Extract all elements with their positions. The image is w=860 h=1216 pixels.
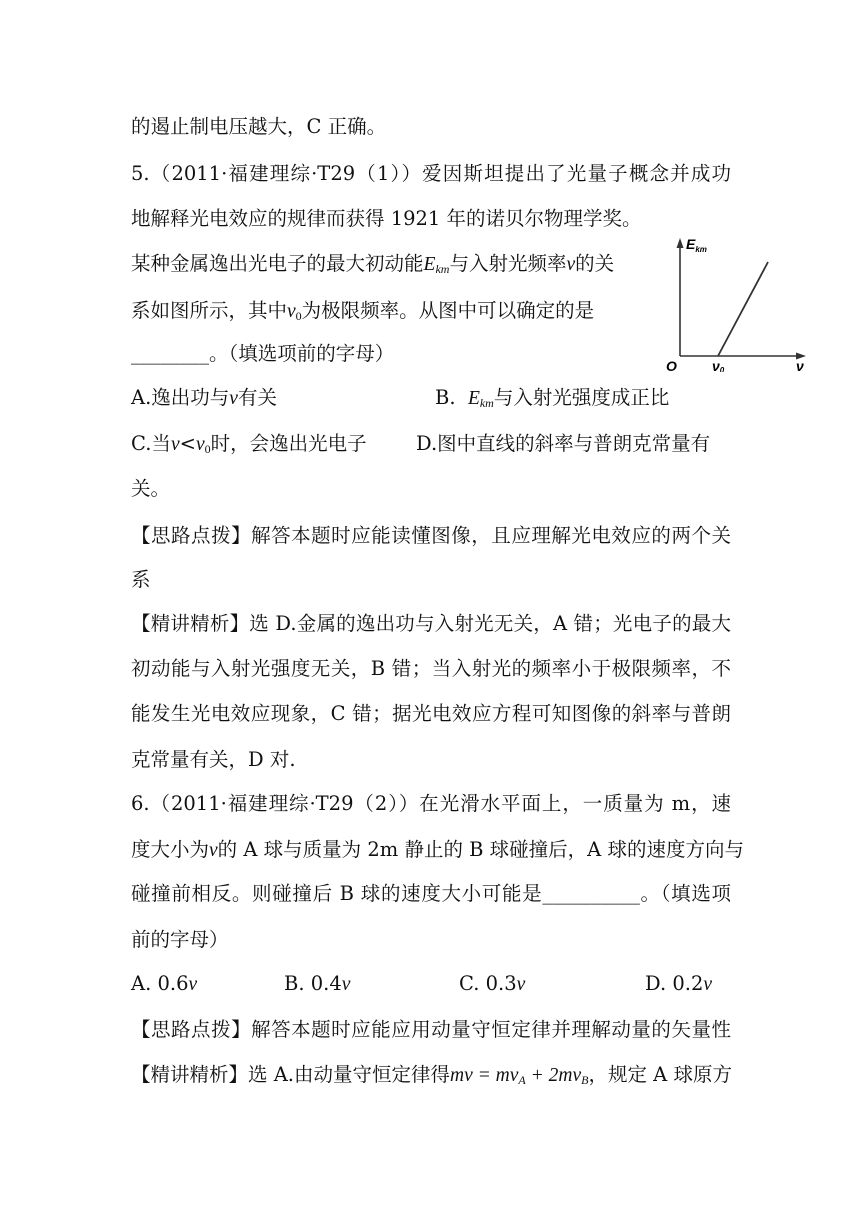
analysis-line: 克常量有关，D 对. [131, 748, 296, 771]
text-line: 度大小为v的 A 球与质量为 2m 静止的 B 球碰撞后，A 球的速度方向与 [131, 838, 744, 861]
y-axis-arrow [677, 238, 684, 248]
origin-label: O [666, 358, 677, 372]
text-line: 的遏止制电压越大，C 正确。 [131, 115, 387, 138]
photoelectric-graph [662, 232, 808, 372]
option-a: A. 0.6v [131, 972, 198, 995]
text-line: 地解释光电效应的规律而获得 1921 年的诺贝尔物理学奖。 [131, 207, 642, 230]
threshold-label: ν0 [712, 358, 725, 372]
option-a: A.逸出功与ν有关 [131, 386, 277, 409]
hint-line: 【思路点拨】解答本题时应能读懂图像，且应理解光电效应的两个关 [131, 524, 731, 547]
text-line: 前的字母） [131, 928, 229, 951]
text-line: 系如图所示，其中$\nu_0$为极限频率。从图中可以确定的是 [131, 299, 595, 323]
analysis-line: 能发生光电效应现象，C 错；据光电效应方程可知图像的斜率与普朗 [131, 702, 731, 725]
text-line: 某种金属逸出光电子的最大初动能$E_{km}$与入射光频率ν的关 [131, 252, 615, 276]
question-5-heading: 5.（2011·福建理综·T29（1））爱因斯坦提出了光量子概念并成功 [131, 162, 731, 185]
option-d: D. 0.2v [645, 972, 713, 995]
option-c: C. 0.3v [459, 972, 526, 995]
text-line: 碰撞前相反。则碰撞后 B 球的速度大小可能是__________。（填选项 [131, 882, 731, 905]
analysis-line: 【精讲精析】选 D.金属的逸出功与入射光无关，A 错；光电子的最大 [131, 612, 731, 635]
option-d: D.图中直线的斜率与普朗克常量有 [416, 432, 711, 455]
x-axis-label: ν [796, 358, 804, 372]
text-line: 关。 [131, 477, 171, 500]
question-6-heading: 6.（2011·福建理综·T29（2））在光滑水平面上，一质量为 m，速 [131, 792, 731, 815]
ekm-line [718, 262, 768, 356]
analysis-line: 【精讲精析】选 A.由动量守恒定律得mv = $mv_A + 2mv_B$，规定 A 球原方 [131, 1063, 732, 1087]
option-c: C.当$\nu<\nu_0$时，会逸出光电子 [131, 432, 367, 456]
option-b: B. $E_{km}$与入射光强度成正比 [435, 386, 670, 410]
answer-blank-line: ________。（填选项前的字母） [131, 342, 395, 365]
hint-line: 系 [131, 568, 151, 591]
analysis-line: 初动能与入射光强度无关，B 错；当入射光的频率小于极限频率，不 [131, 657, 731, 680]
option-b: B. 0.4v [284, 972, 351, 995]
hint-line: 【思路点拨】解答本题时应能应用动量守恒定律并理解动量的矢量性 [131, 1018, 731, 1041]
y-axis-label: $E_{km}$ [686, 236, 707, 254]
